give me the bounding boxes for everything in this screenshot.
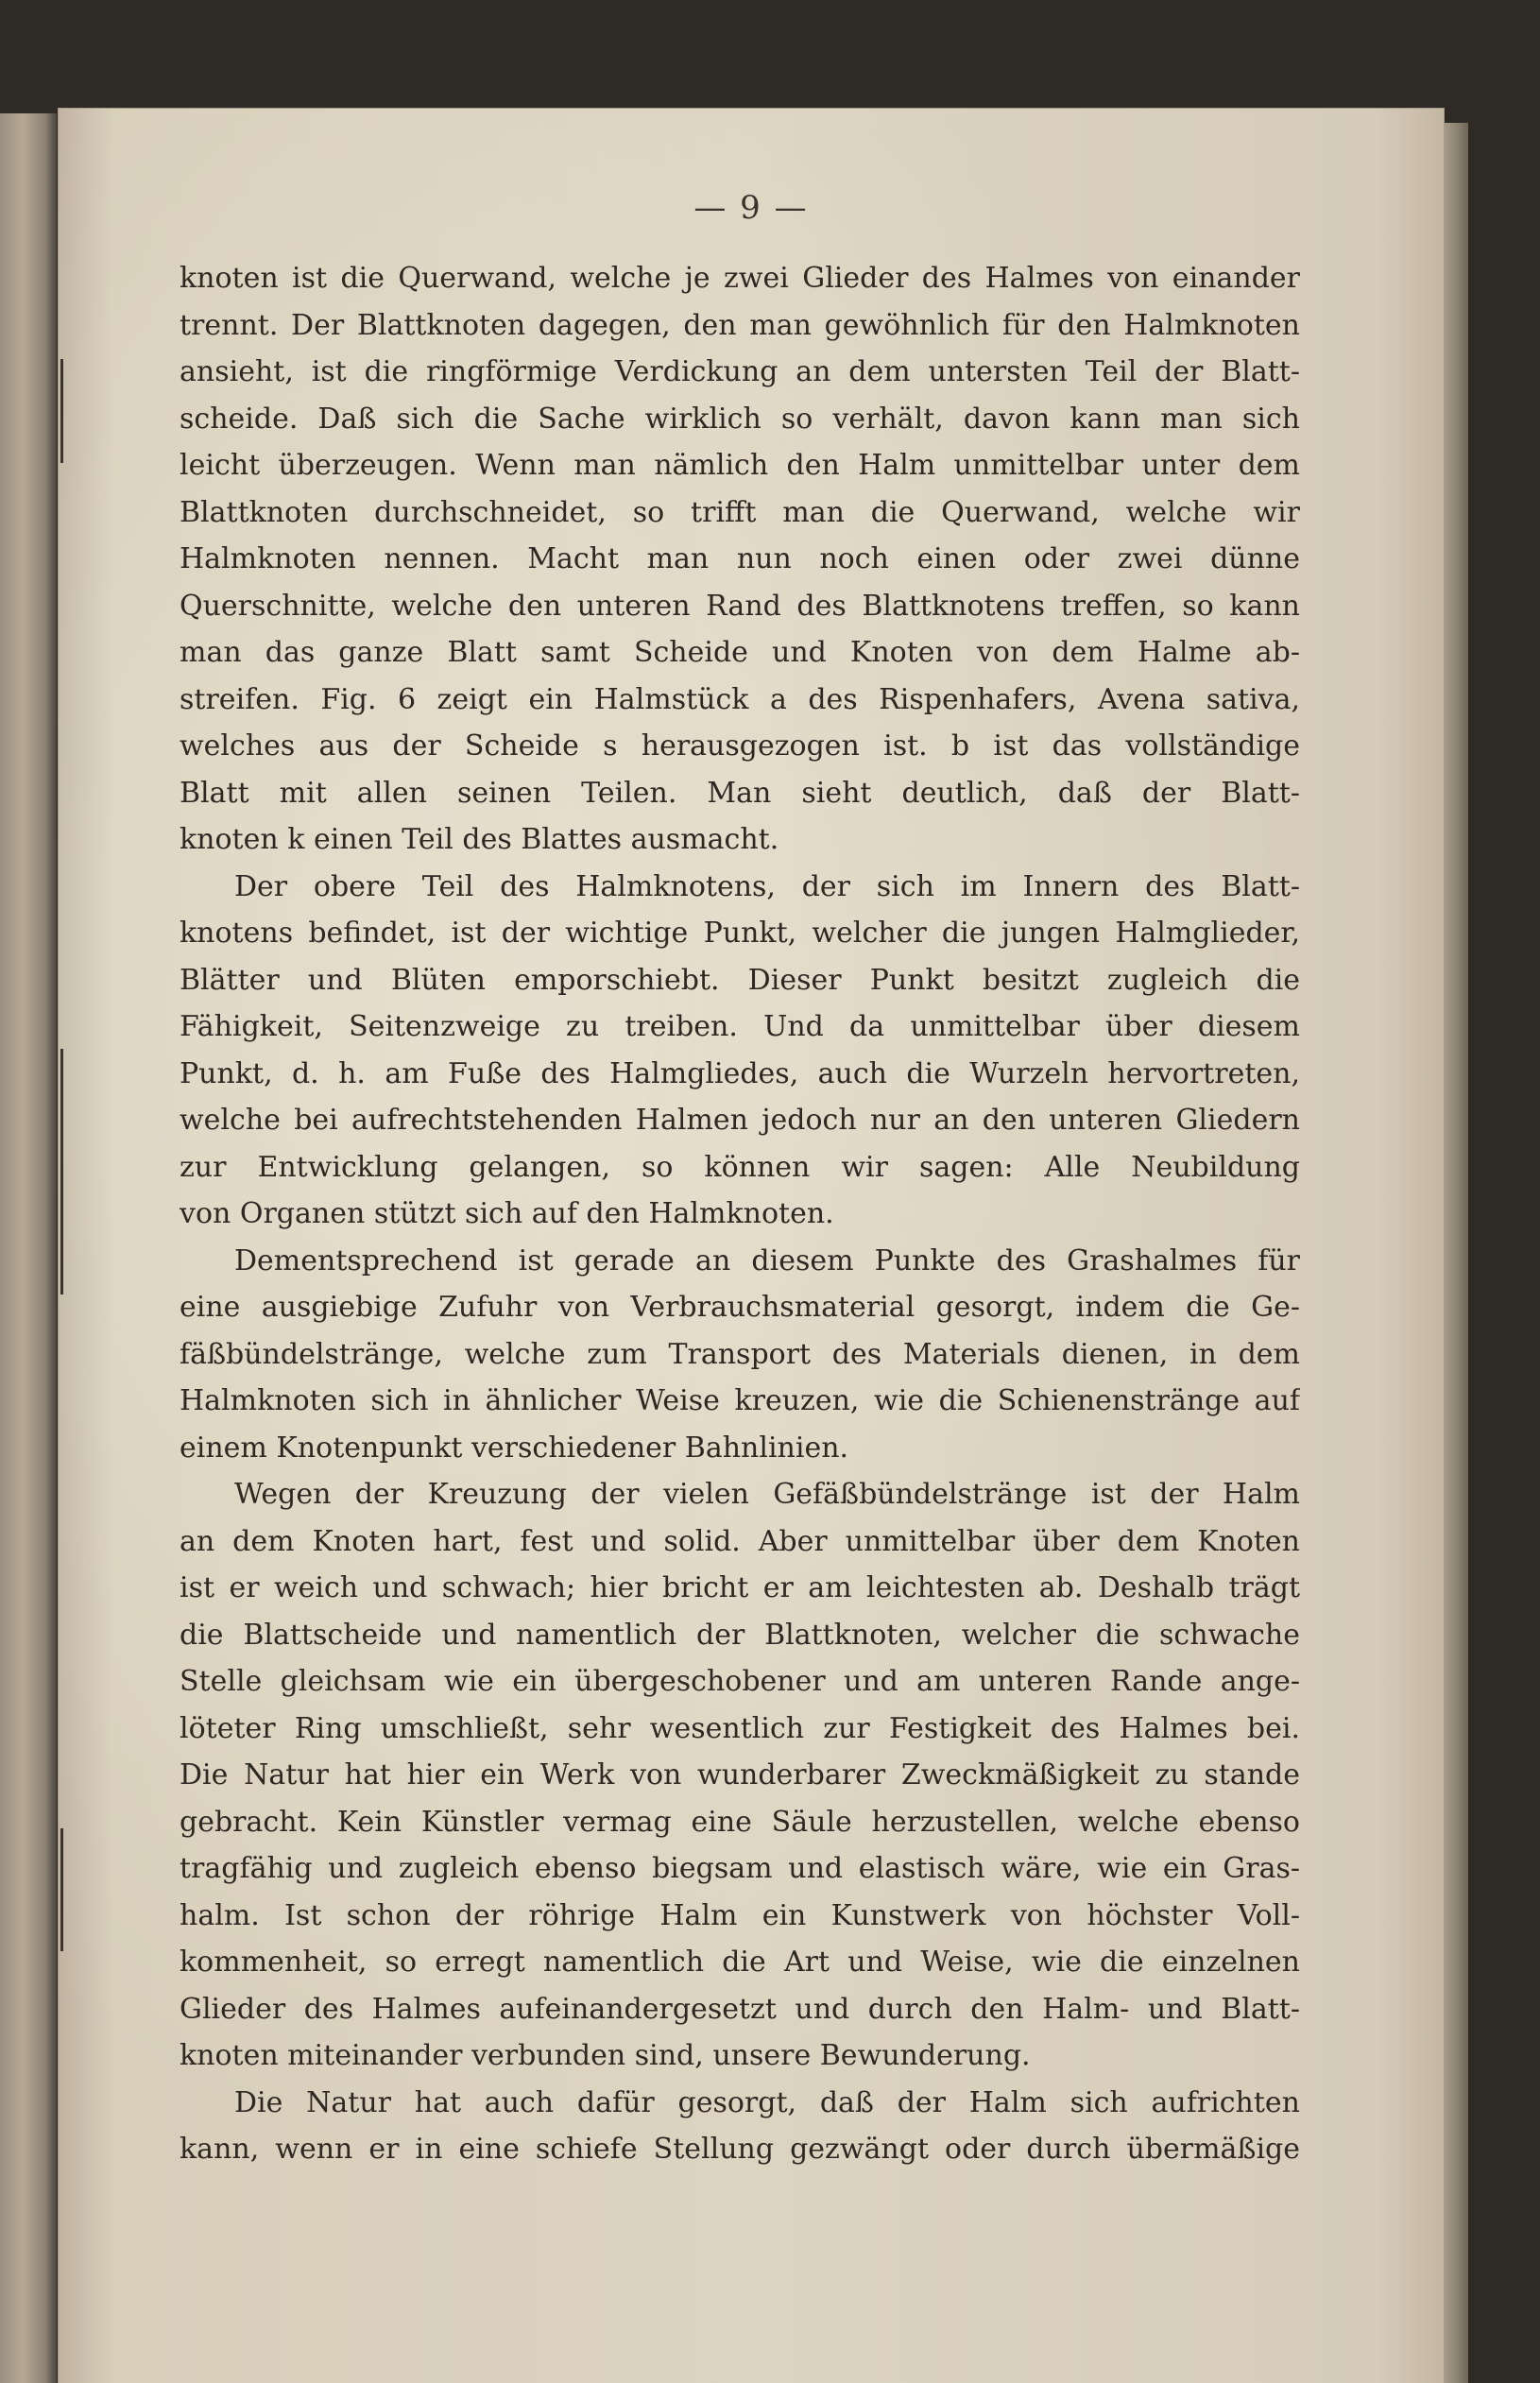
text-line: welches aus der Scheide s herausgezogen ist. b ist das vollständige <box>180 729 1300 763</box>
text-line: einem Knotenpunkt verschiedener Bahnlinien. <box>180 1431 849 1465</box>
text-line: Die Natur hat auch dafür gesorgt, daß der Halm sich aufrichten <box>234 2085 1300 2119</box>
text-line: Halmknoten nennen. Macht man nun noch einen oder zwei dünne <box>180 542 1300 575</box>
text-line: Querschnitte, welche den unteren Rand des Blattknotens treffen, so kann <box>180 589 1300 623</box>
page-block-edge <box>1444 123 1468 2383</box>
text-line: löteter Ring umschließt, sehr wesentlich zur Festigkeit des Halmes bei. <box>180 1711 1300 1745</box>
text-line: Glieder des Halmes aufeinandergesetzt und durch den Halm- und Blatt- <box>180 1992 1300 2026</box>
text-line: knotens befindet, ist der wichtige Punkt, welcher die jungen Halmglieder, <box>180 917 1300 950</box>
body-text <box>180 255 1300 2173</box>
text-line: tragfähig und zugleich ebenso biegsam und elastisch wäre, wie ein Gras- <box>180 1852 1300 1885</box>
text-line: knoten k einen Teil des Blattes ausmacht. <box>180 823 779 856</box>
text-line: scheide. Daß sich die Sache wirklich so verhält, davon kann man sich <box>180 402 1300 436</box>
text-line: an dem Knoten hart, fest und solid. Aber unmittelbar über dem Knoten <box>180 1524 1300 1558</box>
text-line: Blattknoten durchschneidet, so trifft man die Querwand, welche wir <box>180 495 1300 529</box>
page-number: — 9 — <box>693 189 809 227</box>
margin-mark <box>60 359 63 463</box>
text-line: eine ausgiebige Zufuhr von Verbrauchsmaterial gesorgt, indem die Ge- <box>180 1291 1300 1324</box>
text-line: knoten ist die Querwand, welche je zwei Glieder des Halmes von einander <box>180 262 1300 295</box>
text-line: Wegen der Kreuzung der vielen Gefäßbündelstränge ist der Halm <box>234 1478 1300 1511</box>
text-line: Blatt mit allen seinen Teilen. Man sieht deutlich, daß der Blatt- <box>180 776 1300 810</box>
text-line: Stelle gleichsam wie ein übergeschobener und am unteren Rande ange- <box>180 1665 1300 1698</box>
facing-page-edge <box>0 113 57 2383</box>
text-line: die Blattscheide und namentlich der Blattknoten, welcher die schwache <box>180 1618 1300 1652</box>
margin-mark <box>60 1049 63 1294</box>
text-line: welche bei aufrechtstehenden Halmen jedoch nur an den unteren Gliedern <box>180 1104 1300 1137</box>
text-line: leicht überzeugen. Wenn man nämlich den Halm unmittelbar unter dem <box>180 449 1300 482</box>
text-line: von Organen stützt sich auf den Halmknoten. <box>180 1197 834 1230</box>
text-line: ist er weich und schwach; hier bricht er am leichtesten ab. Deshalb trägt <box>180 1571 1300 1604</box>
text-line: gebracht. Kein Künstler vermag eine Säule herzustellen, welche ebenso <box>180 1805 1300 1839</box>
text-line: knoten miteinander verbunden sind, unsere Bewunderung. <box>180 2039 1031 2072</box>
text-line: zur Entwicklung gelangen, so können wir sagen: Alle Neubildung <box>180 1150 1300 1184</box>
text-line: man das ganze Blatt samt Scheide und Knoten von dem Halme ab- <box>180 636 1300 669</box>
text-line: trennt. Der Blattknoten dagegen, den man gewöhnlich für den Halmknoten <box>180 308 1300 342</box>
text-line: Halmknoten sich in ähnlicher Weise kreuzen, wie die Schienenstränge auf <box>180 1384 1300 1417</box>
text-line: Dementsprechend ist gerade an diesem Punkte des Grashalmes für <box>234 1243 1300 1277</box>
text-line: halm. Ist schon der röhrige Halm ein Kunstwerk von höchster Voll- <box>180 1898 1300 1932</box>
text-line: kommenheit, so erregt namentlich die Art und Weise, wie die einzelnen <box>180 1946 1300 1979</box>
text-line: Blätter und Blüten emporschiebt. Dieser Punkt besitzt zugleich die <box>180 963 1300 997</box>
margin-mark <box>60 1828 63 1951</box>
text-line: ansieht, ist die ringförmige Verdickung an dem untersten Teil der Blatt- <box>180 355 1300 388</box>
text-line: fäßbündelstränge, welche zum Transport des Materials dienen, in dem <box>180 1337 1300 1371</box>
text-line: kann, wenn er in eine schiefe Stellung gezwängt oder durch übermäßige <box>180 2133 1300 2166</box>
text-line: Der obere Teil des Halmknotens, der sich im Innern des Blatt- <box>234 869 1300 903</box>
text-line: Punkt, d. h. am Fuße des Halmgliedes, auch die Wurzeln hervortreten, <box>180 1056 1300 1090</box>
text-line: streifen. Fig. 6 zeigt ein Halmstück a des Rispenhafers, Avena sativa, <box>180 682 1300 716</box>
text-line: Die Natur hat hier ein Werk von wunderbarer Zweckmäßigkeit zu stande <box>180 1758 1300 1792</box>
text-line: Fähigkeit, Seitenzweige zu treiben. Und da unmittelbar über diesem <box>180 1010 1300 1043</box>
